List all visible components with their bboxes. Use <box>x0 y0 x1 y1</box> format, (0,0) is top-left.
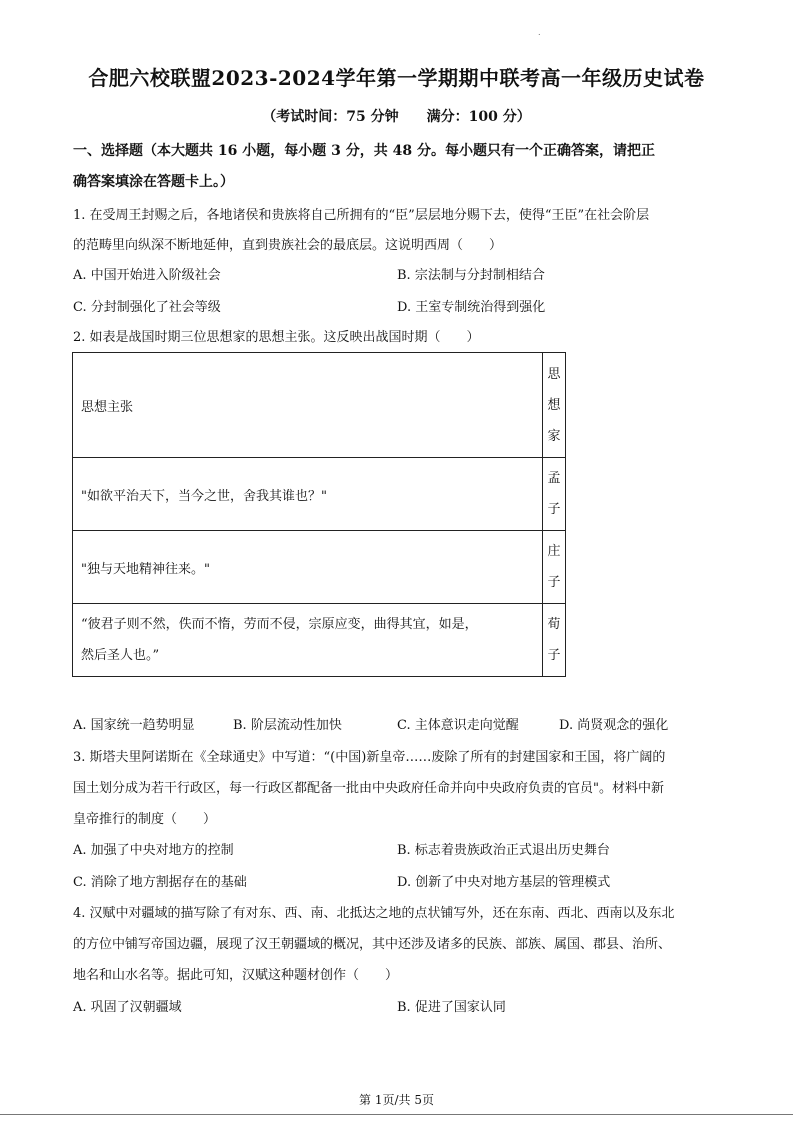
page-number: 第 1页/共 5页 <box>359 1093 434 1107</box>
q1-stem-line2: 的范畴里向纵深不断地延伸，直到贵族社会的最底层。这说明西周（ ） <box>73 238 503 253</box>
table-row <box>73 458 566 531</box>
q3-option-d[interactable]: D. 创新了中央对地方基层的管理模式 <box>397 875 611 890</box>
q1-option-c[interactable]: C. 分封制强化了社会等级 <box>73 300 221 315</box>
thinker-char: 庄 <box>547 544 561 559</box>
exam-title: 合肥六校联盟2023-2024学年第一学期期中联考高一年级历史试卷 <box>88 66 705 90</box>
q2-option-b[interactable]: B. 阶层流动性加快 <box>233 718 342 733</box>
q2-table <box>72 352 566 677</box>
idea-cell <box>73 604 543 677</box>
table-header-idea: 思想主张 <box>73 353 543 458</box>
idea-cell: "如欲平治天下，当今之世，舍我其谁也？" <box>73 458 543 531</box>
thinker-char: 子 <box>547 575 561 590</box>
page-mark: . <box>538 28 541 37</box>
q4-stem-line3: 地名和山水名等。据此可知，汉赋这种题材创作（ ） <box>73 968 399 983</box>
idea-line: 然后圣人也。” <box>81 648 160 663</box>
idea-cell: "独与天地精神往来。" <box>73 531 543 604</box>
q1-stem-line1: 1. 在受周王封赐之后，各地诸侯和贵族将自己所拥有的“臣”层层地分赐下去，使得“王臣”在社会阶层 <box>73 208 650 223</box>
footer-divider <box>0 1114 793 1115</box>
q4-stem-line1: 4. 汉赋中对疆域的描写除了有对东、西、南、北抵达之地的点状铺写外，还在东南、西北、西南以及东北 <box>73 906 675 921</box>
table-header-row <box>73 353 566 458</box>
thinker-cell <box>543 458 566 531</box>
header-char: 思 <box>547 366 561 382</box>
q1-option-a[interactable]: A. 中国开始进入阶级社会 <box>73 268 221 283</box>
header-char: 想 <box>547 397 561 413</box>
thinker-cell <box>543 531 566 604</box>
q3-stem-line3: 皇帝推行的制度（ ） <box>73 812 217 827</box>
q2-stem: 2. 如表是战国时期三位思想家的思想主张。这反映出战国时期（ ） <box>73 330 480 345</box>
section-heading-line2: 确答案填涂在答题卡上。） <box>73 174 234 190</box>
q3-stem-line2: 国土划分成为若干行政区，每一行政区都配备一批由中央政府任命并向中央政府负责的官员"。材料中新 <box>73 781 664 796</box>
thinker-char: 子 <box>547 502 561 517</box>
table-row <box>73 604 566 677</box>
thinker-char: 子 <box>547 648 561 663</box>
q3-stem-line1: 3. 斯塔夫里阿诺斯在《全球通史》中写道：“(中国)新皇帝……废除了所有的封建国家和王国，将广阔的 <box>73 750 666 765</box>
q4-option-b[interactable]: B. 促进了国家认同 <box>397 1000 506 1015</box>
table-row <box>73 531 566 604</box>
exam-subtitle: （考试时间：75 分钟 满分：100 分） <box>262 109 531 125</box>
thinker-char: 孟 <box>547 471 561 486</box>
table-header-thinker <box>543 353 566 458</box>
q2-option-c[interactable]: C. 主体意识走向觉醒 <box>397 718 519 733</box>
section-heading-line1: 一、选择题（本大题共 16 小题，每小题 3 分，共 48 分。每小题只有一个正确答案，请把正 <box>73 143 655 159</box>
q4-stem-line2: 的方位中铺写帝国边疆，展现了汉王朝疆域的概况，其中还涉及诸多的民族、部族、属国、郡县、治所、 <box>73 937 672 952</box>
q1-option-b[interactable]: B. 宗法制与分封制相结合 <box>397 268 545 283</box>
thinker-cell <box>543 604 566 677</box>
header-char: 家 <box>547 428 561 444</box>
q1-option-d[interactable]: D. 王室专制统治得到强化 <box>397 300 546 315</box>
q3-option-c[interactable]: C. 消除了地方割据存在的基础 <box>73 875 247 890</box>
section-heading <box>73 136 723 198</box>
q2-option-a[interactable]: A. 国家统一趋势明显 <box>73 718 195 733</box>
q2-option-d[interactable]: D. 尚贤观念的强化 <box>559 718 669 733</box>
q3-option-a[interactable]: A. 加强了中央对地方的控制 <box>73 843 234 858</box>
idea-line: “彼君子则不然，佚而不惰，劳而不侵，宗原应变，曲得其宜，如是， <box>81 617 478 632</box>
thinker-char: 荀 <box>547 617 561 632</box>
q4-option-a[interactable]: A. 巩固了汉朝疆域 <box>73 1000 182 1015</box>
q3-option-b[interactable]: B. 标志着贵族政治正式退出历史舞台 <box>397 843 610 858</box>
